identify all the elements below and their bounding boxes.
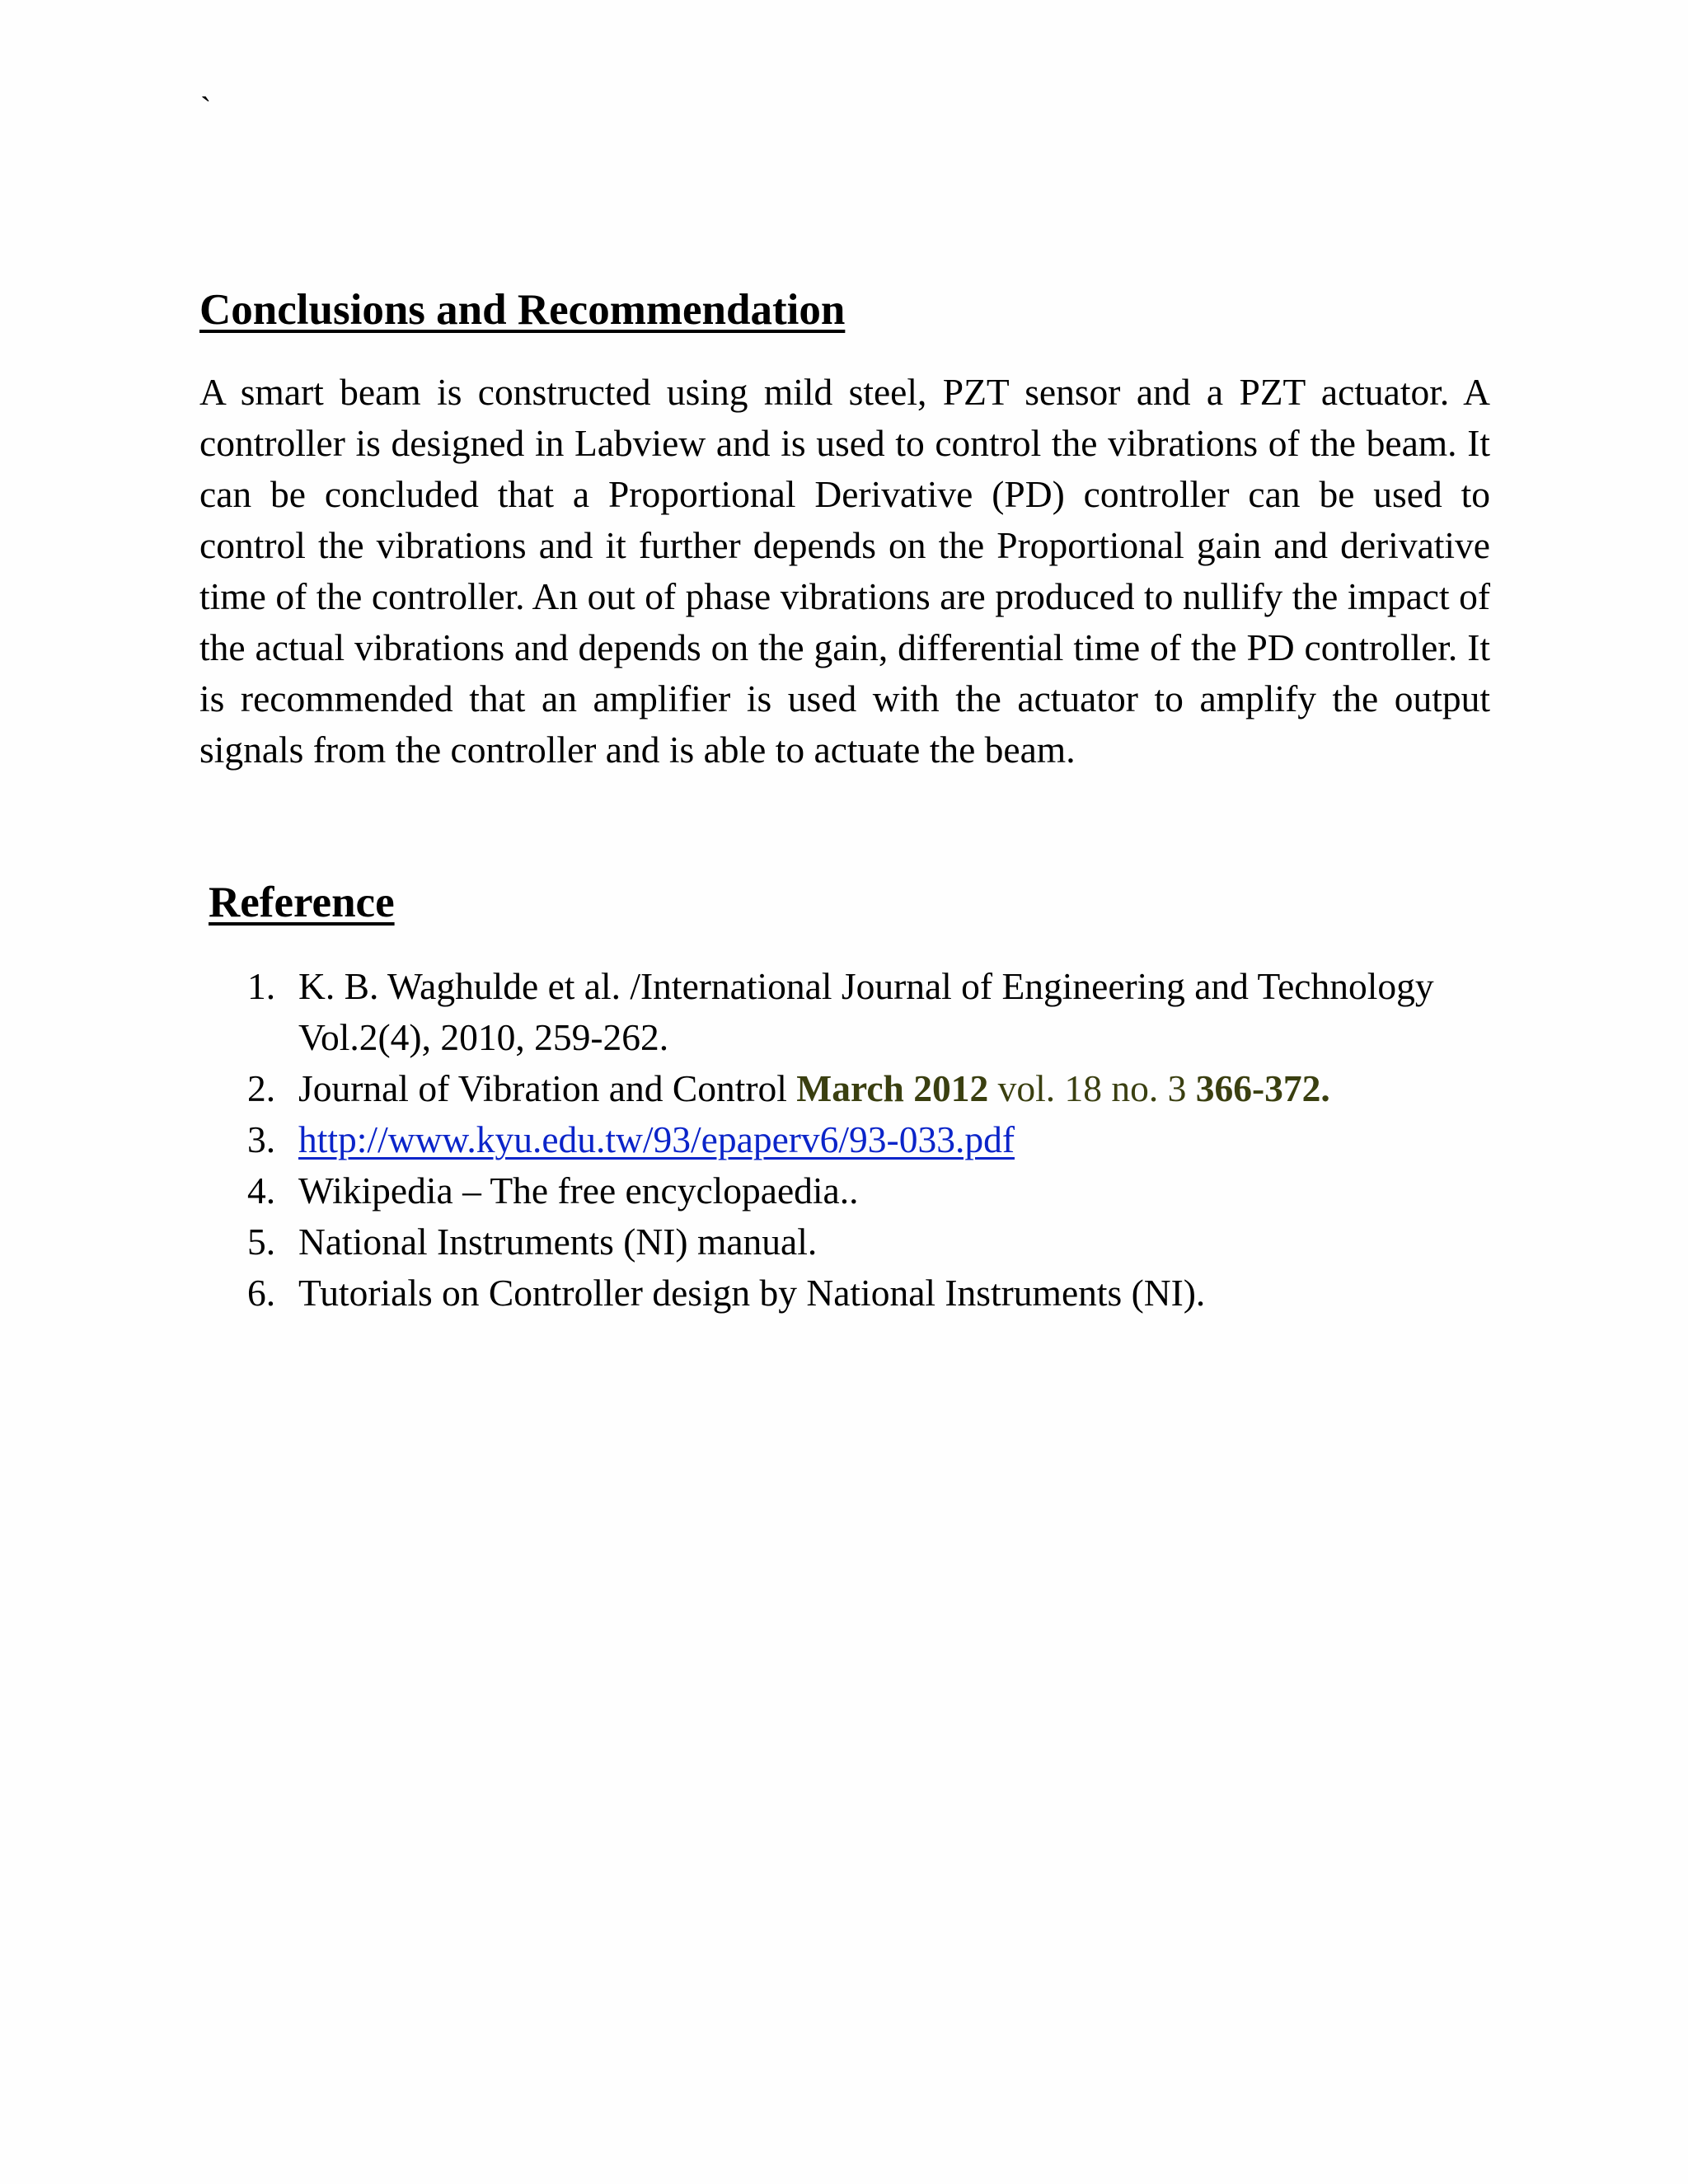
reference-list (0, 961, 1502, 1319)
reference-url-link[interactable]: http://www.kyu.edu.tw/93/epaperv6/93-033.pdf (298, 1118, 1015, 1160)
conclusions-paragraph: A smart beam is constructed using mild steel, PZT sensor and a PZT actuator. A controller is designed in Labview and is used to control the vibrations of the beam. It can be concluded that a Proportional Derivative (PD) controller can be used to control the vibrations and it further depends on the Proportional gain and derivative time of the controller. An out of phase vibrations are produced to nullify the impact of the actual vibrations and depends on the gain, differential time of the PD controller. It is recommended that an amplifier is used with the actuator to amplify the output signals from the controller and is able to actuate the beam. (199, 371, 1490, 771)
reference-item-1 (0, 961, 1502, 1063)
reference-journal-pages: 366-372. (1195, 1067, 1330, 1109)
reference-number: 2. (247, 1067, 276, 1109)
stray-backtick-mark: ` (200, 90, 212, 127)
reference-number: 4. (247, 1169, 276, 1212)
conclusions-heading: Conclusions and Recommendation (199, 286, 846, 334)
reference-text: K. B. Waghulde et al. /International Journal of Engineering and Technology Vol.2(4), 2010, 259-262. (298, 965, 1434, 1058)
reference-item-6 (0, 1268, 1502, 1319)
reference-text: Tutorials on Controller design by National Instruments (NI). (298, 1272, 1206, 1314)
reference-journal-date: March 2012 (796, 1067, 989, 1109)
reference-number: 1. (247, 965, 276, 1007)
reference-item-3 (0, 1114, 1502, 1165)
reference-number: 3. (247, 1118, 276, 1160)
reference-heading: Reference (209, 879, 395, 926)
reference-item-5 (0, 1216, 1502, 1268)
reference-journal-name: Journal of Vibration and Control (298, 1067, 797, 1109)
reference-journal-volume: vol. 18 no. 3 (988, 1067, 1196, 1109)
reference-text: Wikipedia – The free encyclopaedia.. (298, 1169, 859, 1212)
reference-item-4 (0, 1165, 1502, 1216)
reference-item-2 (0, 1063, 1502, 1114)
reference-number: 5. (247, 1221, 276, 1263)
reference-text: National Instruments (NI) manual. (298, 1221, 818, 1263)
reference-number: 6. (247, 1272, 276, 1314)
